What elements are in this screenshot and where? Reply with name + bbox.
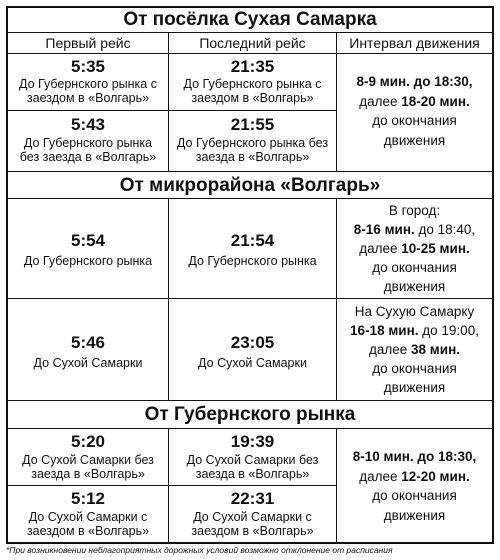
interval-cell <box>337 202 492 296</box>
interval-text: до окончания <box>372 259 457 275</box>
interval-text: до 18:40, <box>414 221 476 237</box>
hline <box>6 32 494 33</box>
interval-range: 16-18 мин. <box>350 322 419 338</box>
interval-range: 38 мин. <box>411 341 460 357</box>
interval-range: 8-10 мин. до 18:30, <box>352 449 477 464</box>
last-trip-time: 21:55 <box>230 115 275 134</box>
header-last-trip: Последний рейс <box>199 35 306 51</box>
first-trip-time: 5:54 <box>70 231 106 250</box>
last-trip-time: 19:39 <box>230 432 275 451</box>
interval-range: 8-16 мин. <box>353 221 415 237</box>
interval-text: движения <box>383 278 446 294</box>
interval-text: движения <box>383 379 446 395</box>
first-trip-route: До Сухой Самарки <box>33 356 143 370</box>
interval-cell <box>337 303 492 397</box>
last-trip-time: 22:31 <box>230 489 275 508</box>
interval-range: 12-20 мин. <box>401 468 470 484</box>
interval-text: В город: <box>388 203 441 218</box>
interval-text: до 19:00, <box>418 322 479 338</box>
interval-cell <box>337 72 492 150</box>
first-trip-route: До Губернского рынка с заездом в «Волгарь» <box>19 77 157 106</box>
first-trip-route: До Губернского рынка <box>23 254 153 268</box>
interval-text: далее <box>359 93 402 109</box>
interval-text: движения <box>383 507 446 523</box>
first-trip-route: До Сухой Самарки без заезда в «Волгарь» <box>22 453 154 482</box>
interval-text: далее <box>359 468 402 484</box>
first-trip-time: 5:20 <box>70 432 106 451</box>
last-trip-route: До Губернского рынка с заездом в «Волгарь» <box>183 77 322 106</box>
header-interval: Интервал движения <box>349 35 480 51</box>
last-trip-route: До Сухой Самарки с заездом в «Волгарь» <box>191 510 314 539</box>
last-trip-route: До Губернского рынка без заезда в «Волгарь» <box>176 136 329 165</box>
first-trip-time: 5:12 <box>70 489 106 508</box>
interval-text: движения <box>383 132 446 148</box>
border-right <box>492 6 494 544</box>
border-bottom <box>6 542 494 544</box>
interval-range: 18-20 мин. <box>401 93 470 109</box>
hline <box>6 428 494 429</box>
header-first-trip: Первый рейс <box>45 35 131 51</box>
hline <box>6 485 336 486</box>
hline <box>6 400 494 401</box>
interval-text: На Сухую Самарку <box>354 304 475 319</box>
last-trip-route: До Сухой Самарки <box>198 356 307 370</box>
hline <box>6 298 494 299</box>
last-trip-time: 23:05 <box>230 333 275 352</box>
hline <box>6 171 494 172</box>
section-title: От Губернского рынка <box>144 404 356 425</box>
last-trip-route: До Губернского рынка <box>188 254 317 268</box>
interval-text: до окончания <box>372 113 457 129</box>
hline <box>6 53 494 54</box>
interval-text: далее <box>359 240 402 256</box>
last-trip-route: До Сухой Самарки без заезда в «Волгарь» <box>186 453 319 482</box>
first-trip-route: До Губернского рынка без заезда в «Волгарь» <box>19 136 157 165</box>
interval-text: далее <box>369 341 412 357</box>
interval-text: до окончания <box>372 488 457 504</box>
first-trip-time: 5:46 <box>70 333 106 352</box>
vline <box>168 32 169 171</box>
section-title: От микрорайона «Волгарь» <box>119 175 381 196</box>
last-trip-time: 21:54 <box>230 231 275 250</box>
border-top <box>6 6 494 8</box>
footnote: *При возникновении неблагоприятных дорожных условий возможно отклонение от расписания <box>6 545 393 555</box>
hline <box>6 110 336 111</box>
first-trip-time: 5:43 <box>70 115 106 134</box>
interval-cell <box>337 447 492 525</box>
vline <box>168 198 169 400</box>
interval-range: 8-9 мин. до 18:30, <box>356 74 473 89</box>
border-left <box>6 6 8 544</box>
hline <box>6 198 494 199</box>
first-trip-route: До Сухой Самарки с заездом в «Волгарь» <box>26 510 150 539</box>
section-title: От посёлка Сухая Самарка <box>123 9 377 30</box>
interval-range: 10-25 мин. <box>401 240 470 256</box>
last-trip-time: 21:35 <box>230 57 275 76</box>
interval-text: до окончания <box>372 360 457 376</box>
first-trip-time: 5:35 <box>70 57 106 76</box>
